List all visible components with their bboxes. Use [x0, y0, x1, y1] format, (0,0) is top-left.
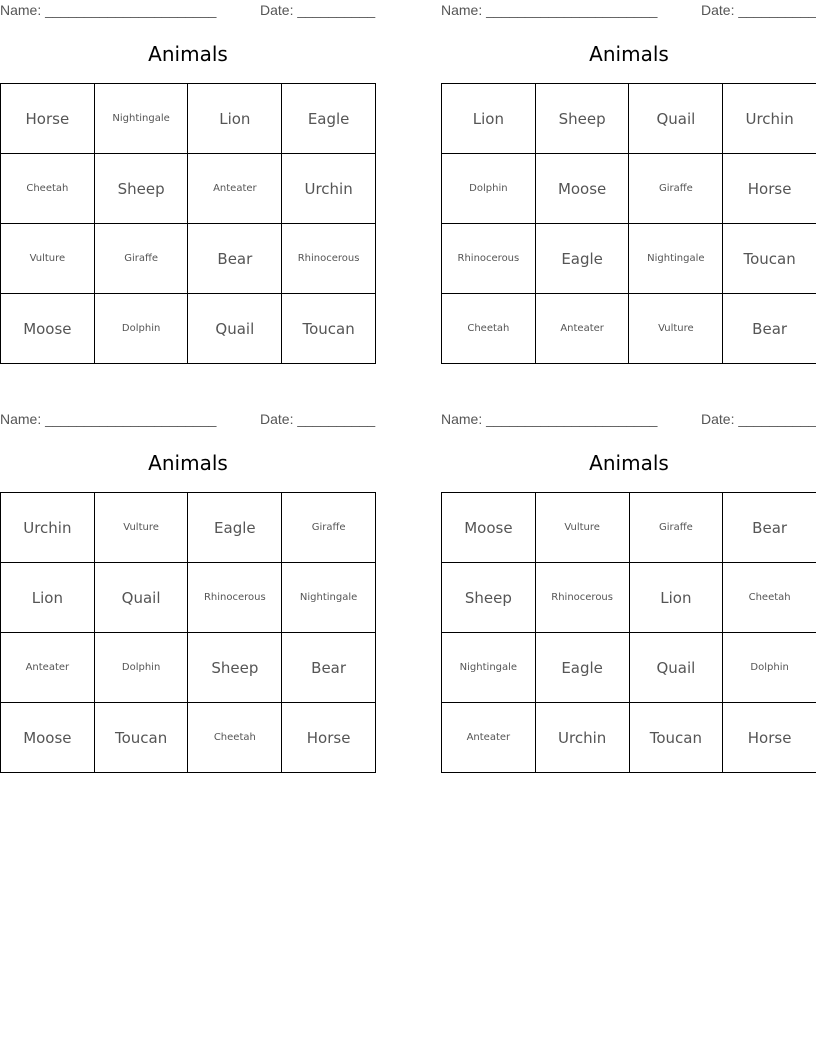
- grid-cell: Moose: [1, 703, 95, 773]
- date-field[interactable]: Date: __________: [701, 411, 816, 427]
- grid-cell: Urchin: [282, 154, 376, 224]
- grid-cell: Quail: [94, 563, 188, 633]
- grid-cell: Dolphin: [442, 154, 536, 224]
- bingo-grid: [0, 492, 376, 773]
- grid-cell: Cheetah: [1, 154, 95, 224]
- grid-cell: Sheep: [535, 84, 629, 154]
- card-title: Animals: [589, 451, 669, 475]
- card-title: Animals: [589, 42, 669, 66]
- grid-cell: Eagle: [282, 84, 376, 154]
- grid-cell: Urchin: [723, 84, 816, 154]
- card-header: [0, 0, 376, 20]
- grid-cell: Rhinocerous: [535, 563, 629, 633]
- name-field[interactable]: Name: ______________________: [0, 2, 217, 18]
- grid-cell: Nightingale: [629, 224, 723, 294]
- bingo-grid: [0, 83, 376, 364]
- grid-cell: Urchin: [535, 703, 629, 773]
- date-field[interactable]: Date: __________: [701, 2, 816, 18]
- grid-cell: Urchin: [1, 493, 95, 563]
- grid-cell: Cheetah: [442, 294, 536, 364]
- name-field[interactable]: Name: ______________________: [441, 2, 658, 18]
- grid-cell: Moose: [1, 294, 95, 364]
- grid-cell: Rhinocerous: [442, 224, 536, 294]
- grid-cell: Dolphin: [94, 294, 188, 364]
- grid-cell: Horse: [723, 703, 816, 773]
- grid-cell: Toucan: [94, 703, 188, 773]
- grid-cell: Giraffe: [629, 493, 723, 563]
- grid-cell: Giraffe: [94, 224, 188, 294]
- card-header: [441, 0, 816, 20]
- grid-cell: Vulture: [629, 294, 723, 364]
- grid-cell: Giraffe: [282, 493, 376, 563]
- grid-cell: Quail: [629, 84, 723, 154]
- bingo-grid: [441, 83, 816, 364]
- grid-cell: Moose: [442, 493, 536, 563]
- grid-cell: Lion: [188, 84, 282, 154]
- grid-cell: Eagle: [535, 633, 629, 703]
- grid-cell: Nightingale: [442, 633, 536, 703]
- grid-cell: Toucan: [629, 703, 723, 773]
- grid-cell: Eagle: [535, 224, 629, 294]
- grid-cell: Nightingale: [282, 563, 376, 633]
- name-field[interactable]: Name: ______________________: [0, 411, 217, 427]
- grid-cell: Bear: [723, 493, 816, 563]
- card-title: Animals: [148, 42, 228, 66]
- grid-cell: Dolphin: [723, 633, 816, 703]
- grid-cell: Bear: [188, 224, 282, 294]
- grid-cell: Vulture: [535, 493, 629, 563]
- grid-cell: Dolphin: [94, 633, 188, 703]
- grid-cell: Cheetah: [188, 703, 282, 773]
- grid-cell: Sheep: [442, 563, 536, 633]
- date-field[interactable]: Date: __________: [260, 411, 376, 427]
- grid-cell: Eagle: [188, 493, 282, 563]
- grid-cell: Lion: [442, 84, 536, 154]
- grid-cell: Cheetah: [723, 563, 816, 633]
- bingo-grid: [441, 492, 816, 773]
- date-field[interactable]: Date: __________: [260, 2, 376, 18]
- grid-cell: Anteater: [442, 703, 536, 773]
- card-header: [0, 409, 376, 429]
- grid-cell: Toucan: [282, 294, 376, 364]
- grid-cell: Horse: [723, 154, 816, 224]
- grid-cell: Horse: [282, 703, 376, 773]
- name-field[interactable]: Name: ______________________: [441, 411, 658, 427]
- grid-cell: Rhinocerous: [188, 563, 282, 633]
- grid-cell: Anteater: [535, 294, 629, 364]
- grid-cell: Vulture: [1, 224, 95, 294]
- grid-cell: Sheep: [94, 154, 188, 224]
- grid-cell: Anteater: [188, 154, 282, 224]
- grid-cell: Quail: [188, 294, 282, 364]
- grid-cell: Giraffe: [629, 154, 723, 224]
- grid-cell: Bear: [282, 633, 376, 703]
- grid-cell: Toucan: [723, 224, 816, 294]
- grid-cell: Lion: [1, 563, 95, 633]
- card-title: Animals: [148, 451, 228, 475]
- grid-cell: Horse: [1, 84, 95, 154]
- grid-cell: Rhinocerous: [282, 224, 376, 294]
- grid-cell: Nightingale: [94, 84, 188, 154]
- grid-cell: Vulture: [94, 493, 188, 563]
- card-header: [441, 409, 816, 429]
- grid-cell: Sheep: [188, 633, 282, 703]
- grid-cell: Bear: [723, 294, 816, 364]
- grid-cell: Anteater: [1, 633, 95, 703]
- grid-cell: Quail: [629, 633, 723, 703]
- grid-cell: Lion: [629, 563, 723, 633]
- grid-cell: Moose: [535, 154, 629, 224]
